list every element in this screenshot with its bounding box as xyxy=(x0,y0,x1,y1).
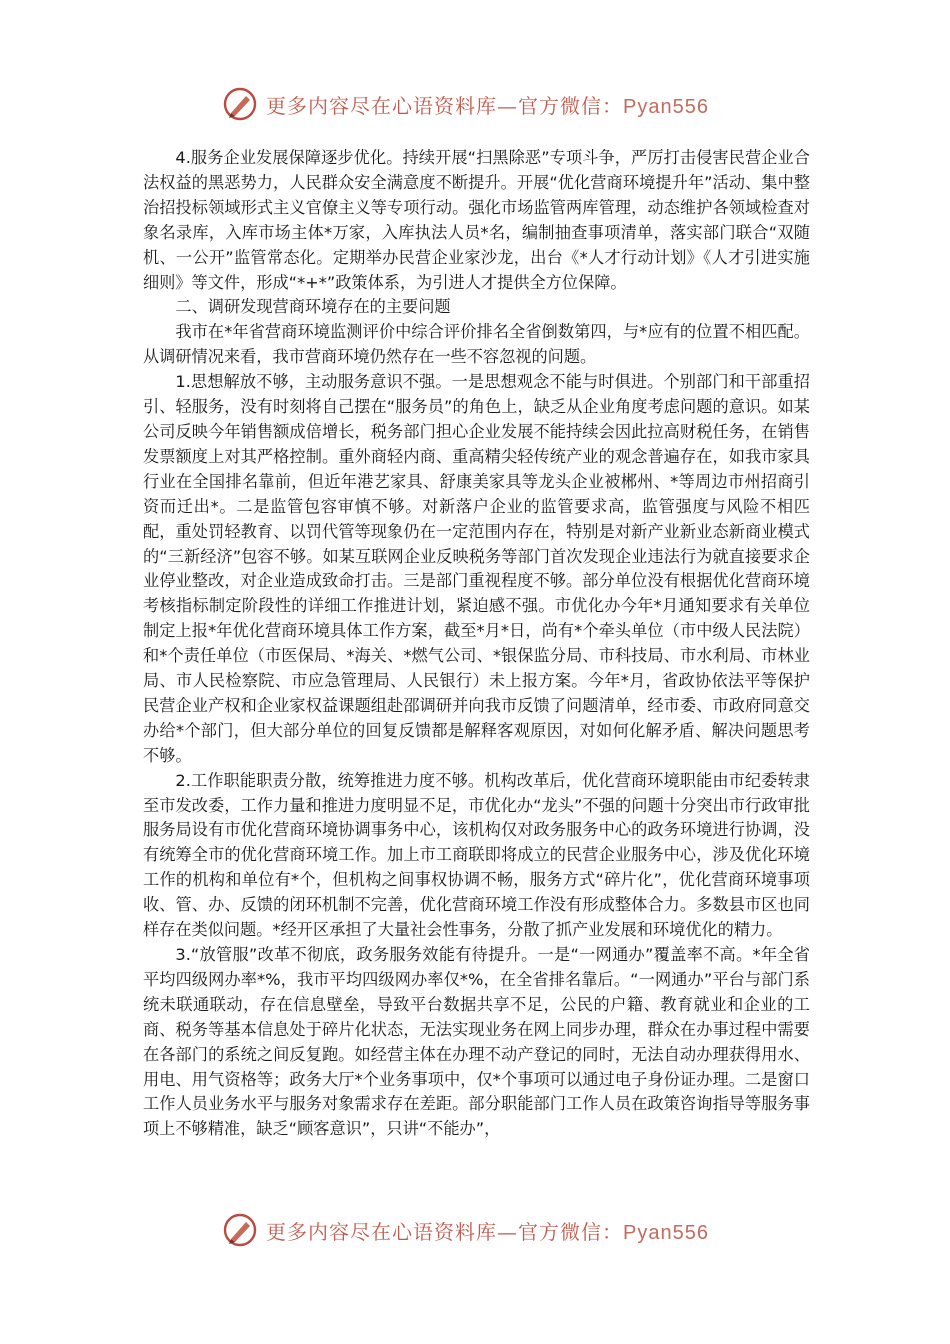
pen-logo-icon xyxy=(222,1212,258,1248)
header-banner-text xyxy=(266,90,709,119)
header-banner xyxy=(222,84,742,124)
paragraph: 我市在*年省营商环境监测评价中综合评价排名全省倒数第四，与*应有的位置不相匹配。从调研情况来看，我市营商环境仍然存在一些不容忽视的问题。 xyxy=(143,322,810,367)
footer-banner-label: 更多内容尽在心语资料库—官方微信： xyxy=(266,1219,623,1244)
paragraph: 3.“放管服”改革不彻底，政务服务效能有待提升。一是“一网通办”覆盖率不高。*年全省平均四级网办率*%，我市平均四级网办率仅*%，在全省排名靠后。“一网通办”平台与部门系统未联通联动，存在信息壁垒，导致平台数据共享不足，公民的户籍、教育就业和企业的工商、税务等基本信息处于碎片化状态，无法实现业务在网上同步办理，群众在办事过程中需要在各部门的系统之间反复跑。如经营主体在办理不动产登记的同时，无法自动办理获得用水、用电、用气资格等；政务大厅*个业务事项中，仅*个事项可以通过电子身份证办理。二是窗口工作人员业务水平与服务对象需求存在差距。部分职能部门工作人员在政策咨询指导等服务事项上不够精准，缺乏“顾客意识”，只讲“不能办”， xyxy=(143,945,810,1139)
header-banner-label: 更多内容尽在心语资料库—官方微信： xyxy=(266,93,623,118)
paragraph: 1.思想解放不够，主动服务意识不强。一是思想观念不能与时俱进。个别部门和干部重招引、轻服务，没有时刻将自己摆在“服务员”的角色上，缺乏从企业角度考虑问题的意识。如某公司反映今年销售额成倍增长，税务部门担心企业发展不能持续会因此拉高财税任务，在销售发票额度上对其严格控制。重外商轻内商、重高精尖轻传统产业的观念普遍存在，如我市家具行业在全国排名靠前，但近年港艺家具、舒康美家具等龙头企业被郴州、*等周边市州招商引资而迁出*。二是监管包容审慎不够。对新落户企业的监管要求高，监管强度与风险不相匹配，重处罚轻教育、以罚代管等现象仍在一定范围内存在，特别是对新产业新业态新商业模式的“三新经济”包容不够。如某互联网企业反映税务等部门首次发现企业违法行为就直接要求企业停业整改，对企业造成致命打击。三是部门重视程度不够。部分单位没有根据优化营商环境考核指标制定阶段性的详细工作推进计划，紧迫感不强。市优化办今年*月通知要求有关单位制定上报*年优化营商环境具体工作方案，截至*月*日，尚有*个牵头单位（市中级人民法院）和*个责任单位（市医保局、*海关、*燃气公司、*银保监分局、市科技局、市水利局、市林业局、市人民检察院、市应急管理局、人民银行）未上报方案。今年*月，省政协依法平等保护民营企业产权和企业家权益课题组赴邵调研并向我市反馈了问题清单，经市委、市政府同意交办给*个部门，但大部分单位的回复反馈都是解释客观原因，对如何化解矛盾、解决问题思考不够。 xyxy=(143,372,810,765)
paragraph: 2.工作职能职责分散，统筹推进力度不够。机构改革后，优化营商环境职能由市纪委转隶至市发改委，工作力量和推进力度明显不足，市优化办“龙头”不强的问题十分突出市行政审批服务局设有市优化营商环境协调事务中心，该机构仅对政务服务中心的政务环境进行协调，没有统筹全市的优化营商环境工作。加上市工商联即将成立的民营企业服务中心，涉及优化环境工作的机构和单位有*个，但机构之间事权协调不畅，服务方式“碎片化”，优化营商环境事项收、管、办、反馈的闭环机制不完善，优化营商环境工作没有形成整体合力。多数县市区也同样存在类似问题。*经开区承担了大量社会性事务，分散了抓产业发展和环境优化的精力。 xyxy=(143,770,810,940)
document-body xyxy=(143,146,810,1142)
pen-logo-icon xyxy=(222,86,258,122)
section-heading: 二、调研发现营商环境存在的主要问题 xyxy=(175,297,451,317)
footer-banner-text xyxy=(266,1216,709,1245)
footer-banner xyxy=(222,1210,742,1250)
footer-wechat-id: Pyan556 xyxy=(623,1221,709,1244)
paragraph: 4.服务企业发展保障逐步优化。持续开展“扫黑除恶”专项斗争，严厉打击侵害民营企业合法权益的黑恶势力，人民群众安全满意度不断提升。开展“优化营商环境提升年”活动、集中整治招投标领域形式主义官僚主义等专项行动。强化市场监管两库管理，动态维护各领域检查对象名录库，入库市场主体*万家，入库执法人员*名，编制抽查事项清单，落实部门联合“双随机、一公开”监管常态化。定期举办民营企业家沙龙，出台《*人才行动计划》《人才引进实施细则》等文件，形成“*+*”政策体系，为引进人才提供全方位保障。 xyxy=(143,148,810,292)
header-wechat-id: Pyan556 xyxy=(623,95,709,118)
